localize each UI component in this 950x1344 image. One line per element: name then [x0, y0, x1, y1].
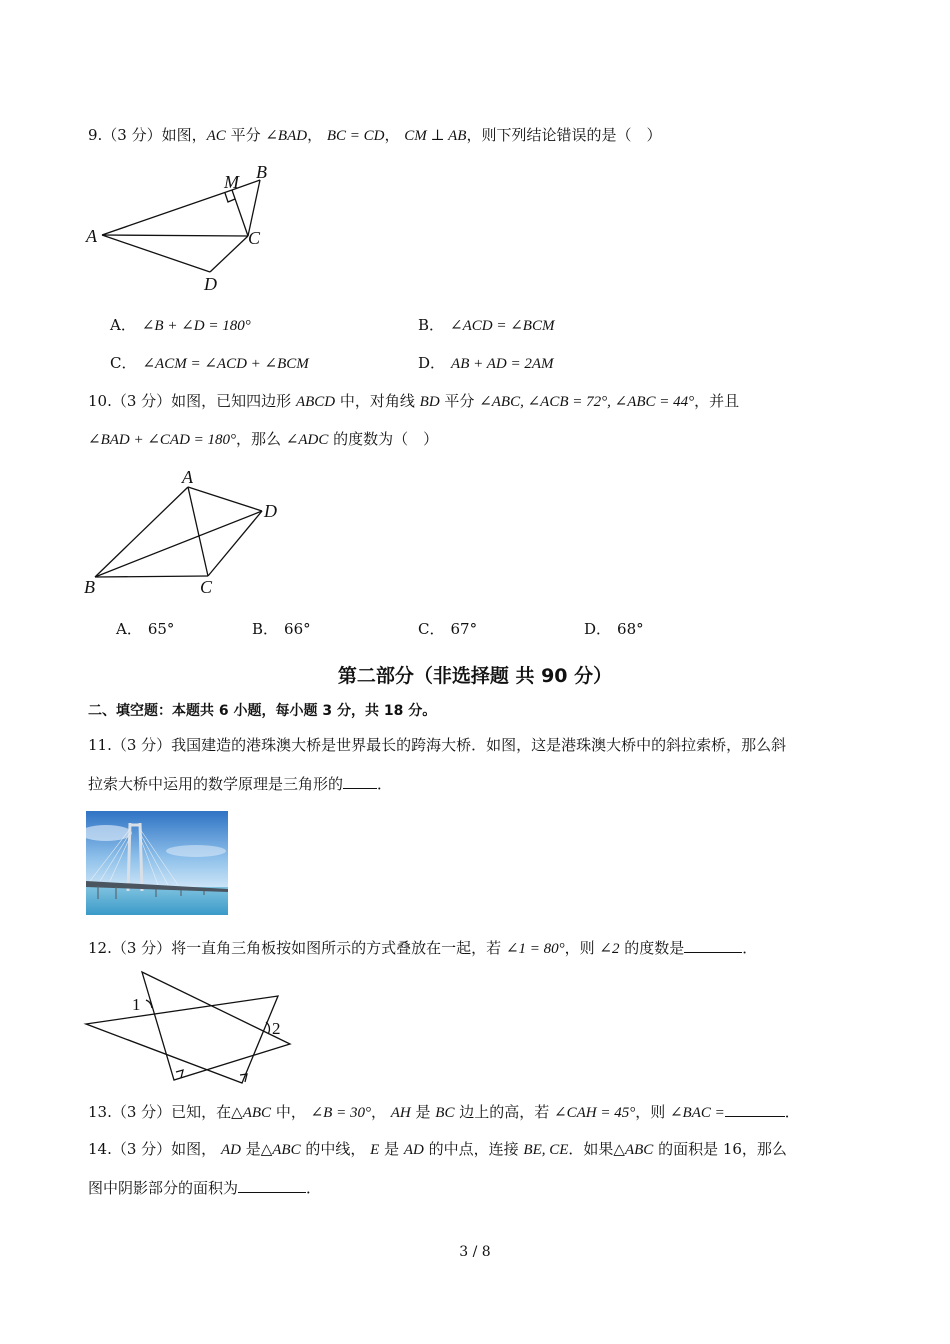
q10-stem-text: ，那么 — [236, 430, 286, 448]
q11-line1: 11.（3 分）我国建造的港珠澳大桥是世界最长的跨海大桥．如图，这是港珠澳大桥中的斜拉索桥，那么斜 — [88, 736, 787, 754]
q11-text: ． — [377, 775, 393, 793]
q9-math-ac: AC — [206, 128, 226, 144]
q13-math: AH — [390, 1105, 411, 1121]
page-number: 3 / 8 — [459, 1244, 491, 1260]
q10-option-b[interactable] — [252, 618, 311, 640]
option-text: ∠B + ∠D = 180° — [141, 318, 251, 334]
q9-segment-ac — [102, 235, 248, 236]
q13-answer-blank[interactable] — [725, 1100, 785, 1117]
option-text: 65° — [147, 620, 175, 638]
q13-math: ∠BAC = — [669, 1105, 725, 1121]
option-label: D． — [418, 354, 446, 372]
q12-stem-text: ，则 — [564, 939, 600, 957]
option-text: 66° — [284, 620, 311, 638]
q14-text: 是 — [379, 1140, 404, 1158]
q12-label-2: 2 — [272, 1019, 281, 1038]
q10-stem-text: 的度数为（ ） — [328, 430, 439, 448]
q12-triangle-2 — [142, 972, 290, 1080]
q12-stem-text: 12.（3 分）将一直角三角板按如图所示的方式叠放在一起，若 — [88, 939, 506, 957]
q9-label-m: M — [224, 172, 239, 192]
q13-math: BC — [435, 1105, 455, 1121]
q10-option-c[interactable] — [418, 618, 477, 640]
q10-label-c: C — [200, 577, 213, 597]
q9-stem-text: ， — [384, 126, 405, 144]
q10-label-d: D — [264, 501, 277, 521]
q14-math: AD — [403, 1142, 424, 1158]
option-label: B． — [418, 316, 445, 334]
q9-figure — [80, 160, 290, 300]
q14-text: 的中点，连接 — [423, 1140, 524, 1158]
q9-stem-text: 平分 — [225, 126, 266, 144]
q9-label-c: C — [248, 228, 261, 248]
q10-segment-ac — [188, 487, 208, 576]
q12-figure — [80, 962, 300, 1087]
q9-option-b[interactable] — [418, 314, 554, 337]
option-label: C． — [110, 354, 137, 372]
q12-right-angle-mark — [176, 1070, 183, 1078]
q11-text: 拉索大桥中运用的数学原理是三角形的 — [88, 775, 344, 793]
q9-option-d[interactable] — [418, 352, 553, 375]
q9-math-bad: ∠BAD — [265, 128, 308, 144]
q14-math: ABC — [624, 1142, 654, 1158]
q9-option-a[interactable] — [110, 314, 251, 337]
q14-text: 图中阴影部分的面积为 — [88, 1179, 239, 1197]
q14-text: ． — [306, 1179, 322, 1197]
option-label: A． — [110, 316, 136, 334]
q10-stem-line2 — [88, 428, 438, 451]
q9-option-c[interactable] — [110, 352, 309, 375]
q14-math: E — [370, 1142, 380, 1158]
option-text: 67° — [450, 620, 478, 638]
q12-math-angle2: ∠2 — [599, 941, 620, 957]
q11-answer-blank[interactable] — [343, 772, 377, 789]
q14-text: 的中线， — [300, 1140, 371, 1158]
q14-text: 是△ — [240, 1140, 273, 1158]
q10-segment-bc — [95, 576, 208, 577]
q10-math-bd: BD — [419, 394, 440, 410]
q11-line2 — [88, 772, 392, 795]
option-label: B． — [252, 620, 279, 638]
q12-stem-text: 的度数是 — [619, 939, 685, 957]
q10-math-angles: ∠ABC, ∠ACB = 72°, ∠ABC = 44° — [479, 394, 695, 410]
q10-stem — [88, 390, 739, 413]
q14-text: 的面积是 16，那么 — [653, 1140, 787, 1158]
q12-math-angle1: ∠1 = 80° — [505, 941, 565, 957]
q10-option-d[interactable] — [584, 618, 644, 640]
q10-math-sum: ∠BAD + ∠CAD = 180° — [88, 432, 237, 448]
q10-segment-ad — [188, 487, 262, 511]
q14-text: ．如果△ — [568, 1140, 625, 1158]
q9-stem-text: ，则下列结论错误的是（ ） — [466, 126, 662, 144]
option-text: 68° — [617, 620, 644, 638]
q13-text: ，则 — [635, 1103, 670, 1121]
q12-stem-text: ． — [742, 939, 758, 957]
q10-label-a: A — [182, 467, 193, 487]
q10-stem-text: 中，对角线 — [335, 392, 420, 410]
q11-bridge-photo — [86, 811, 228, 915]
option-label: A． — [116, 620, 142, 638]
q10-stem-text: 平分 — [439, 392, 480, 410]
q9-label-a: A — [86, 226, 97, 246]
q9-stem-text: ， — [307, 126, 327, 144]
q10-option-a[interactable] — [116, 618, 174, 640]
q14-stem — [88, 1138, 787, 1161]
q14-line2 — [88, 1176, 321, 1199]
q12-stem — [88, 936, 757, 960]
q14-text: 14.（3 分）如图， — [88, 1140, 221, 1158]
option-label: D． — [584, 620, 612, 638]
q14-math: BE, CE — [523, 1142, 569, 1158]
q13-math: ∠CAH = 45° — [554, 1105, 636, 1121]
q13-text: 是 — [410, 1103, 436, 1121]
q13-math: ∠B = 30° — [310, 1105, 371, 1121]
q10-label-b: B — [84, 577, 95, 597]
q14-answer-blank[interactable] — [238, 1176, 306, 1193]
q9-math-bc-cd: BC = CD — [326, 128, 385, 144]
q9-segment-dc — [210, 236, 248, 272]
q13-math: ABC — [242, 1105, 272, 1121]
q9-math-cm-ab: CM ⊥ AB — [404, 128, 467, 144]
q13-text: ， — [370, 1103, 391, 1121]
q13-text: 边上的高，若 — [454, 1103, 554, 1121]
q10-math-adc: ∠ADC — [285, 432, 329, 448]
q13-text: ． — [784, 1103, 800, 1121]
q13-text: 中， — [271, 1103, 311, 1121]
option-text: ∠ACD = ∠BCM — [450, 318, 555, 334]
q10-segment-ab — [95, 487, 188, 577]
part2-title: 第二部分（非选择题 共 90 分） — [337, 665, 613, 687]
q10-segment-bd — [95, 511, 262, 577]
option-text: AB + AD = 2AM — [451, 356, 554, 372]
q9-label-d: D — [204, 274, 217, 294]
q12-label-1: 1 — [132, 995, 141, 1014]
q9-stem — [88, 124, 661, 147]
q9-segment-mc — [232, 190, 248, 236]
q10-segment-dc — [208, 511, 262, 576]
q14-math: AD — [220, 1142, 241, 1158]
option-label: C． — [418, 620, 445, 638]
q9-segment-ad — [102, 235, 210, 272]
q9-stem-text: 9.（3 分）如图， — [88, 126, 207, 144]
q10-math-abcd: ABCD — [295, 394, 336, 410]
q10-stem-text: ，并且 — [694, 392, 740, 410]
q9-label-b: B — [256, 162, 267, 182]
q13-stem — [88, 1100, 800, 1124]
q10-stem-text: 10.（3 分）如图，已知四边形 — [88, 392, 296, 410]
option-text: ∠ACM = ∠ACD + ∠BCM — [142, 356, 309, 372]
q14-math: ABC — [272, 1142, 301, 1158]
q12-answer-blank[interactable] — [684, 936, 742, 953]
q10-figure — [80, 465, 300, 600]
q9-segment-am — [102, 190, 232, 235]
q13-text: 13.（3 分）已知，在△ — [88, 1103, 243, 1121]
section2-heading: 二、填空题：本题共 6 小题，每小题 3 分，共 18 分。 — [88, 703, 437, 719]
